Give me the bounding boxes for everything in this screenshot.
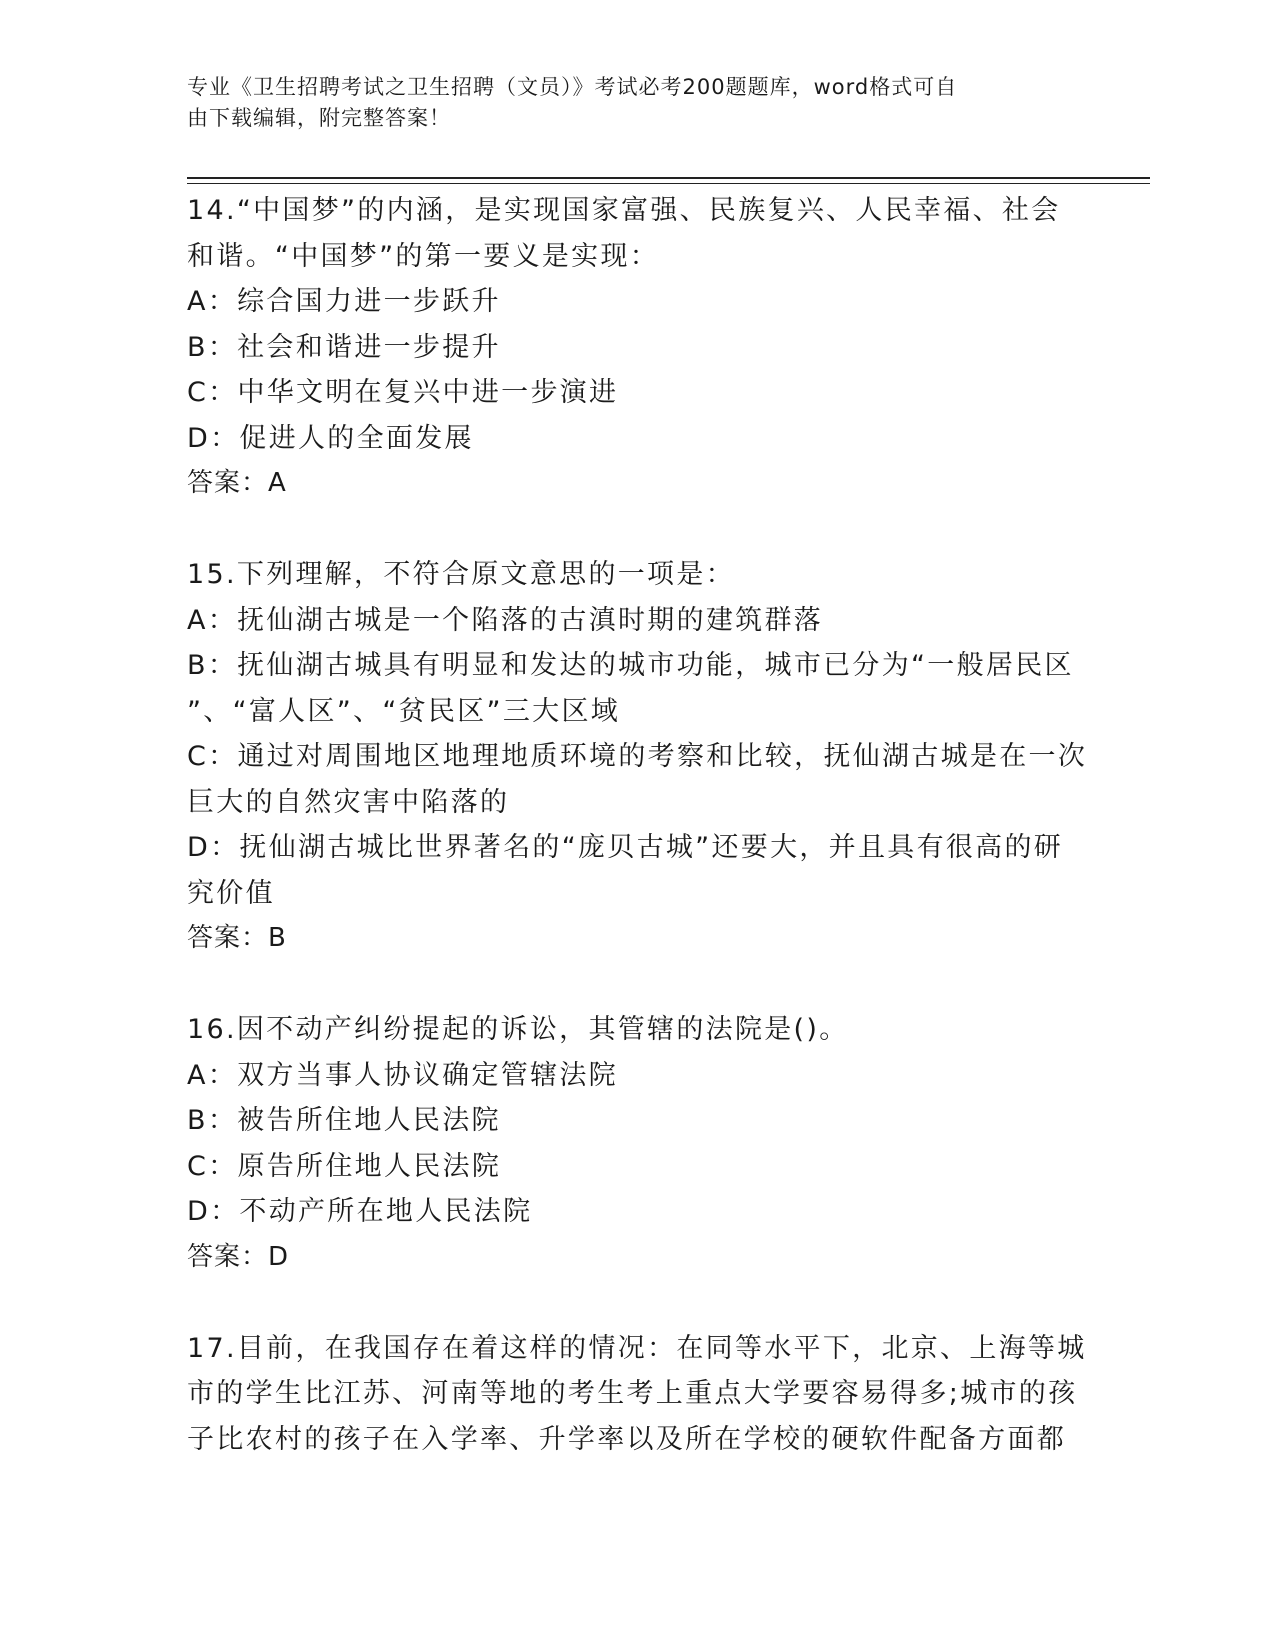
question-stem-line: 市的学生比江苏、河南等地的考生考上重点大学要容易得多;城市的孩 [187,1378,1078,1409]
header-line: 专业《卫生招聘考试之卫生招聘（文员）》考试必考200题题库，word格式可自 [187,75,958,99]
option-line: 巨大的自然灾害中陷落的 [187,786,510,818]
question-spacer [187,962,1087,1008]
document-header [187,72,1067,134]
answer-label: 答案：B [187,923,287,953]
option-line: C：通过对周围地区地理地质环境的考察和比较，抚仙湖古城是在一次 [187,741,1088,772]
answer-label: 答案：A [187,468,287,498]
option-line: 究价值 [187,877,275,909]
option-line: B：被告所住地人民法院 [187,1105,501,1136]
question-block [187,1007,1087,1280]
option-line: A：抚仙湖古城是一个陷落的古滇时期的建筑群落 [187,604,824,636]
option-line: ”、“富人区”、“贫民区”三大区域 [187,695,621,727]
question-block [187,1326,1087,1463]
question-spacer [187,1280,1087,1326]
question-block [187,188,1087,507]
header-rule-thick [187,177,1150,179]
question-stem-line: 16.因不动产纠纷提起的诉讼，其管辖的法院是()。 [187,1014,849,1045]
question-stem-line: 和谐。“中国梦”的第一要义是实现： [187,240,660,272]
header-rule-thin [187,183,1150,184]
option-line: D：促进人的全面发展 [187,422,474,454]
option-line: A：综合国力进一步跃升 [187,286,501,317]
header-line: 由下载编辑，附完整答案！ [187,106,451,130]
questions-list [187,188,1087,1462]
option-line: C：中华文明在复兴中进一步演进 [187,377,619,408]
question-stem-line: 14.“中国梦”的内涵，是实现国家富强、民族复兴、人民幸福、社会 [187,195,1061,226]
option-line: D：不动产所在地人民法院 [187,1196,533,1227]
option-line: B：抚仙湖古城具有明显和发达的城市功能，城市已分为“一般居民区 [187,650,1074,681]
option-line: C：原告所住地人民法院 [187,1150,502,1182]
question-stem-line: 子比农村的孩子在入学率、升学率以及所在学校的硬软件配备方面都 [187,1423,1066,1455]
question-stem-line: 15.下列理解，不符合原文意思的一项是： [187,559,735,590]
option-line: A：双方当事人协议确定管辖法院 [187,1059,618,1091]
answer-label: 答案：D [187,1241,290,1272]
option-line: B：社会和谐进一步提升 [187,331,501,363]
question-spacer [187,507,1087,553]
question-block [187,552,1087,962]
question-stem-line: 17.目前，在我国存在着这样的情况：在同等水平下，北京、上海等城 [187,1332,1087,1364]
option-line: D：抚仙湖古城比世界著名的“庞贝古城”还要大，并且具有很高的研 [187,832,1064,863]
